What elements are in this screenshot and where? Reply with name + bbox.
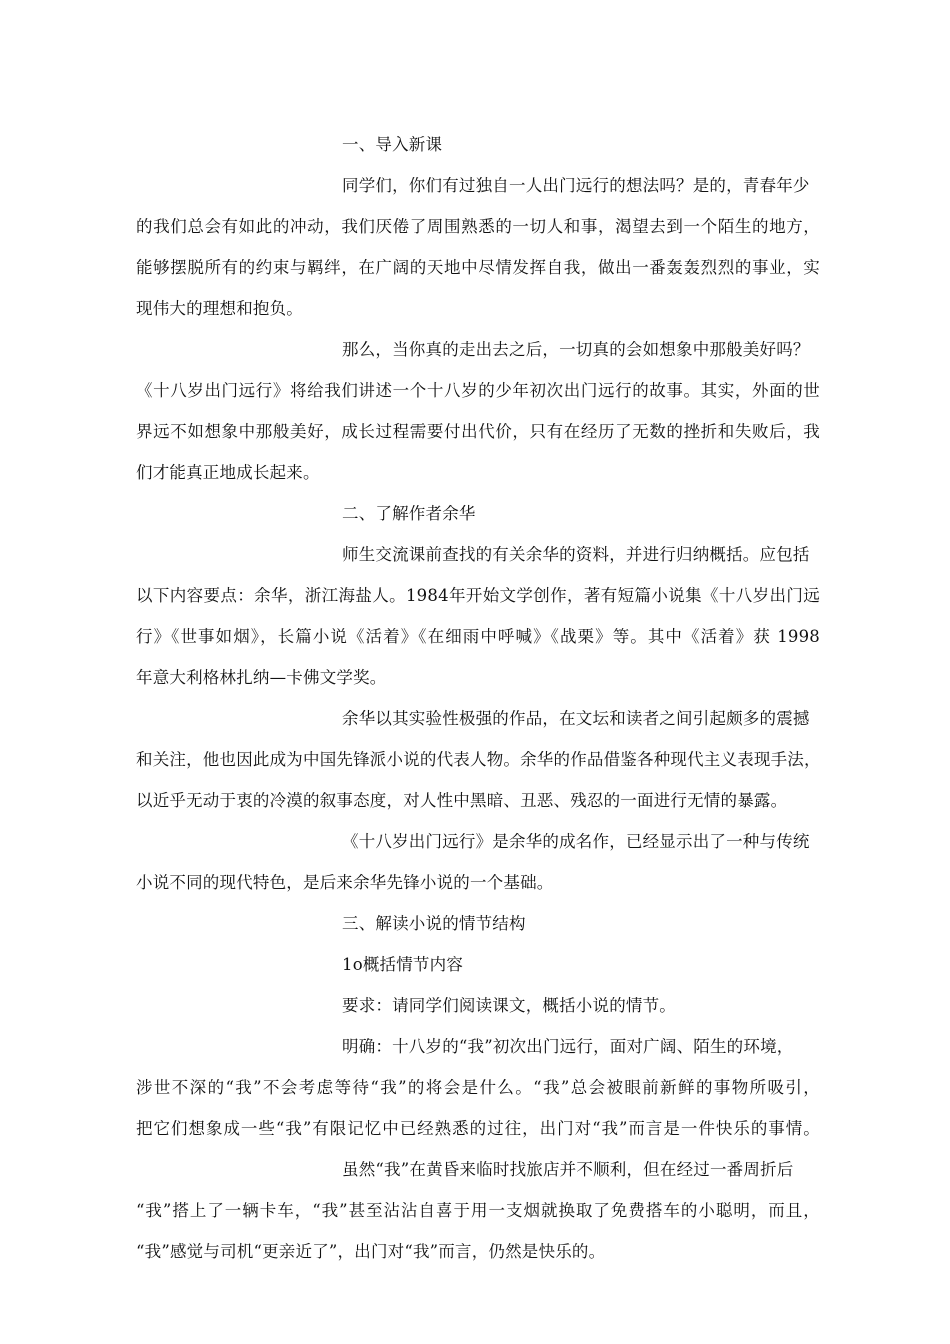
paragraph-line: 《十八岁出门远行》将给我们讲述一个十八岁的少年初次出门远行的故事。其实，外面的世 [136,381,820,400]
paragraph-line: 涉世不深的“我”不会考虑等待“我”的将会是什么。“我”总会被眼前新鲜的事物所吸引， [136,1078,820,1097]
paragraph-line: 行》《世事如烟》，长篇小说《活着》《在细雨中呼喊》《战栗》等。其中《活着》获 1998 [136,627,820,646]
paragraph-line: 明确：十八岁的“我”初次出门远行，面对广阔、陌生的环境， [342,1037,794,1056]
paragraph-line: 那么，当你真的走出去之后，一切真的会如想象中那般美好吗？ [342,340,810,359]
subheading: 1o概括情节内容 [342,955,464,974]
paragraph-line: 界远不如想象中那般美好，成长过程需要付出代价，只有在经历了无数的挫折和失败后，我 [136,422,820,441]
paragraph-line: “我”搭上了一辆卡车，“我”甚至沾沾自喜于用一支烟就换取了免费搭车的小聪明，而且， [136,1201,820,1220]
paragraph-line: “我”感觉与司机“更亲近了”，出门对“我”而言，仍然是快乐的。 [136,1242,606,1261]
paragraph-line: 要求：请同学们阅读课文，概括小说的情节。 [342,996,676,1015]
paragraph-line: 同学们，你们有过独自一人出门远行的想法吗？是的，青春年少 [342,176,810,195]
section-heading-2: 二、了解作者余华 [342,504,476,523]
paragraph-line: 《十八岁出门远行》是余华的成名作，已经显示出了一种与传统 [342,832,810,851]
paragraph-line: 师生交流课前查找的有关余华的资料，并进行归纳概括。应包括 [342,545,810,564]
paragraph-line: 余华以其实验性极强的作品，在文坛和读者之间引起颇多的震撼 [342,709,810,728]
paragraph-line: 能够摆脱所有的约束与羁绊，在广阔的天地中尽情发挥自我，做出一番轰轰烈烈的事业，实 [136,258,820,277]
paragraph-line: 把它们想象成一些“我”有限记忆中已经熟悉的过往，出门对“我”而言是一件快乐的事情。 [136,1119,820,1138]
document-body [136,124,820,1272]
paragraph-line: 和关注，他也因此成为中国先锋派小说的代表人物。余华的作品借鉴各种现代主义表现手法， [136,750,821,769]
paragraph-line: 以下内容要点：余华，浙江海盐人。1984年开始文学创作，著有短篇小说集《十八岁出门远 [136,586,820,605]
paragraph-line: 现伟大的理想和抱负。 [136,299,303,318]
section-heading-3: 三、解读小说的情节结构 [342,914,526,933]
paragraph-line: 以近乎无动于衷的冷漠的叙事态度，对人性中黑暗、丑恶、残忍的一面进行无情的暴露。 [136,791,788,810]
paragraph-line: 小说不同的现代特色，是后来余华先锋小说的一个基础。 [136,873,554,892]
paragraph-line: 的我们总会有如此的冲动，我们厌倦了周围熟悉的一切人和事，渴望去到一个陌生的地方， [136,217,820,236]
section-heading-1: 一、导入新课 [342,135,443,154]
paragraph-line: 们才能真正地成长起来。 [136,463,320,482]
paragraph-line: 虽然“我”在黄昏来临时找旅店并不顺利，但在经过一番周折后 [342,1160,794,1179]
paragraph-line: 年意大利格林扎纳—卡佛文学奖。 [136,668,387,687]
